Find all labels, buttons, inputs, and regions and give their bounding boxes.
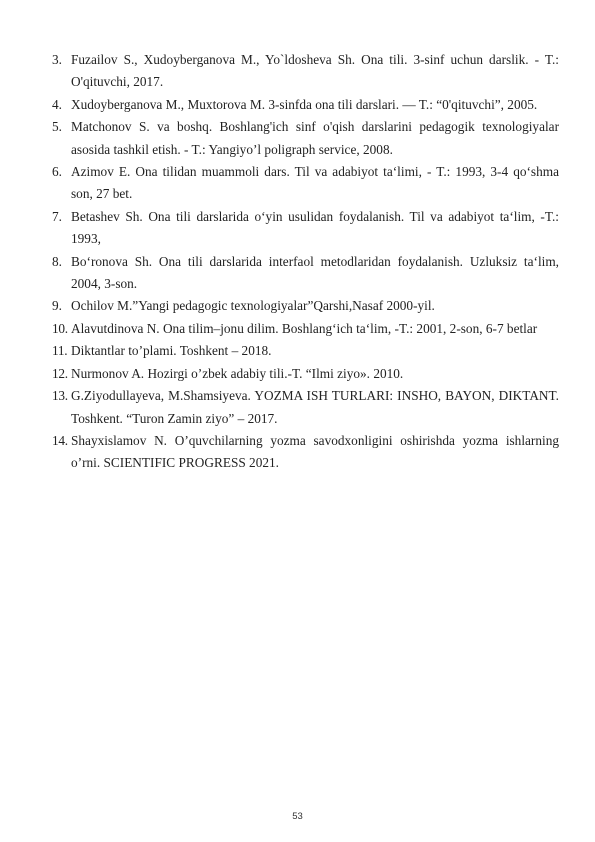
reference-number: 5. — [52, 119, 62, 135]
reference-number: 14. — [52, 432, 68, 448]
reference-item — [52, 161, 559, 206]
reference-number: 8. — [52, 253, 62, 269]
reference-text: Xudoyberganova M., Muxtorova M. 3-sinfda ona tili darslari. — T.: “0'qituvchi”, 2005. — [71, 96, 538, 112]
reference-item — [52, 251, 559, 296]
reference-number: 4. — [52, 96, 62, 112]
reference-number: 7. — [52, 208, 62, 224]
reference-item — [52, 363, 559, 385]
reference-item — [52, 116, 559, 161]
reference-number: 3. — [52, 52, 62, 67]
reference-text: Betashev Sh. Ona tili darslarida o‘yin usulidan foydalanish. Til va adabiyot ta‘lim, -T.: 1993, — [71, 208, 559, 247]
reference-text: Matchonov S. va boshq. Boshlang'ich sinf o'qish darslarini pedagogik texnologiyalar asosida tashkil etish. - T.: Yangiyo’l poligraph service, 2008. — [71, 119, 559, 157]
reference-text: G.Ziyodullayeva, M.Shamsiyeva. YOZMA ISH TURLARI: INSHO, BAYON, DIKTANT. Toshkent. “Turon Zamin ziyo” – 2017. — [71, 388, 559, 426]
reference-text: Bo‘ronova Sh. Ona tili darslarida interfaol metodlaridan foydalanish. Uzluksiz ta‘lim, 2004, 3-son. — [71, 253, 559, 292]
reference-item — [52, 318, 559, 340]
reference-item — [52, 385, 559, 430]
reference-number: 12. — [52, 365, 68, 381]
reference-text: Fuzailov S., Xudoyberganova M., Yo`ldosheva Sh. Ona tili. 3-sinf uchun darslik. - T.: O'qituvchi, 2017. — [71, 52, 559, 90]
reference-number: 13. — [52, 388, 68, 404]
page-number: 53 — [292, 811, 303, 822]
reference-text: Alavutdinova N. Ona tilim–jonu dilim. Boshlang‘ich ta‘lim, -T.: 2001, 2-son, 6-7 betlar — [71, 320, 538, 336]
reference-text: Shayxislamov N. O’quvchilarning yozma savodxonligini oshirishda yozma ishlarning o’rni. SCIENTIFIC PROGRESS 2021. — [71, 432, 559, 471]
reference-item — [52, 295, 559, 317]
reference-number: 9. — [52, 298, 62, 314]
reference-item — [52, 206, 559, 251]
reference-text: Diktantlar to’plami. Toshkent – 2018. — [71, 343, 272, 359]
reference-number: 6. — [52, 164, 62, 180]
reference-text: Azimov E. Ona tilidan muammoli dars. Til va adabiyot ta‘limi, - T.: 1993, 3-4 qo‘shma son, 27 bet. — [71, 164, 559, 202]
reference-text: Nurmonov A. Hozirgi o’zbek adabiy tili.-T. “Ilmi ziyo». 2010. — [71, 365, 404, 381]
reference-item — [52, 49, 559, 94]
reference-text: Ochilov M.”Yangi pedagogic texnologiyalar”Qarshi,Nasaf 2000-yil. — [71, 298, 435, 314]
reference-item — [52, 340, 559, 362]
reference-number: 10. — [52, 320, 68, 336]
reference-number: 11. — [52, 343, 68, 359]
reference-item — [52, 94, 559, 116]
reference-list — [52, 49, 559, 475]
reference-item — [52, 430, 559, 475]
